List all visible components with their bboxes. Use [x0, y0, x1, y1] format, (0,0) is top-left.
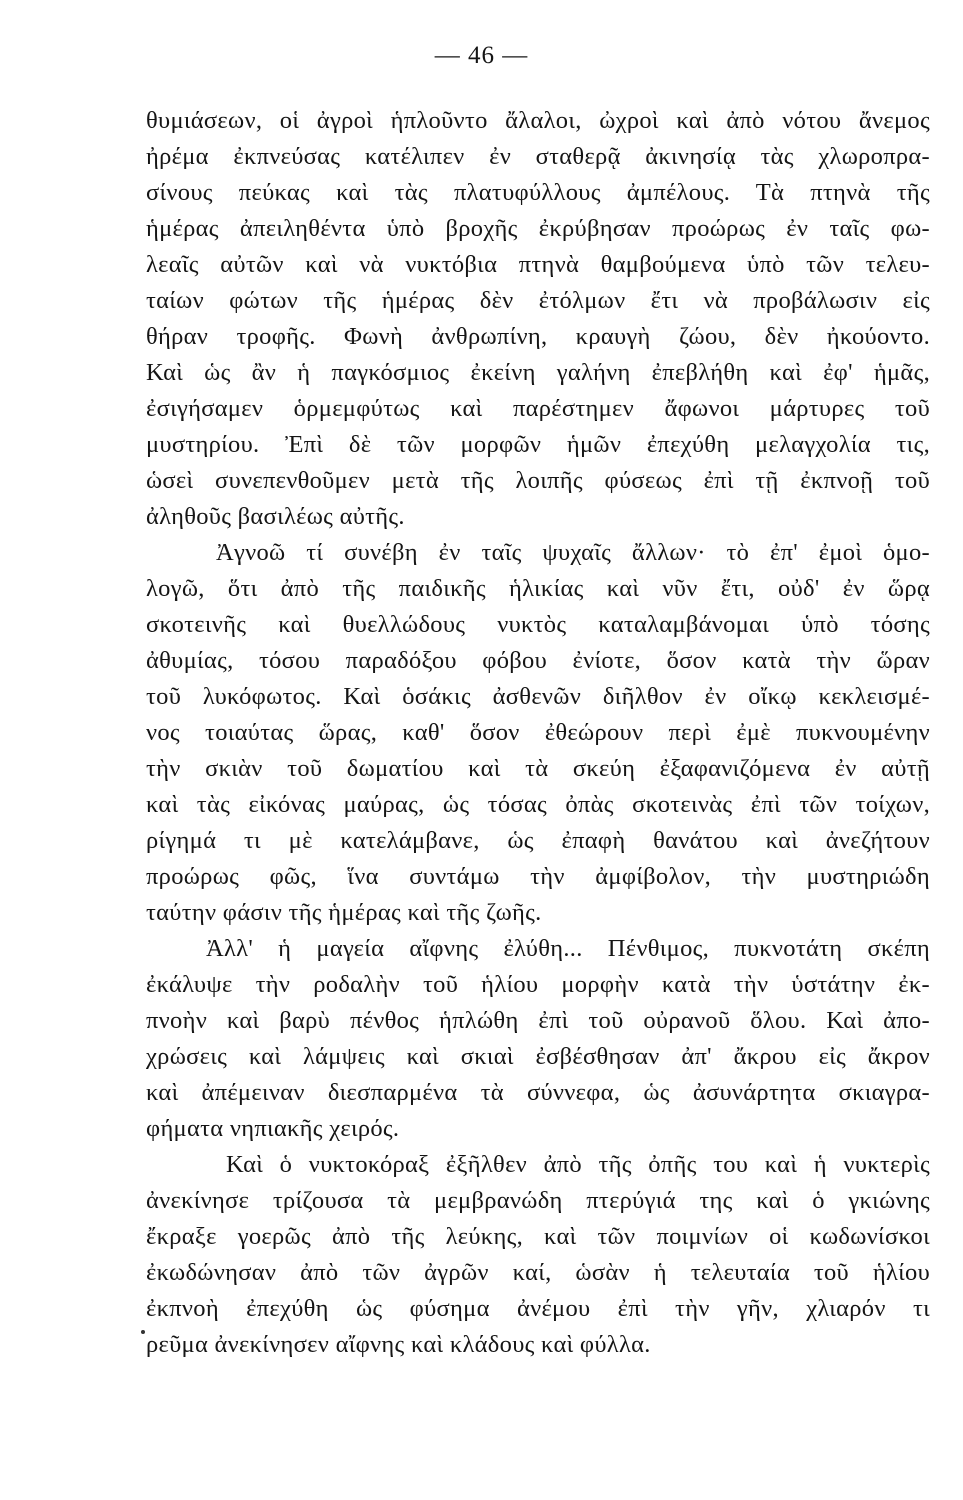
text-line: χρώσεις καὶ λάμψεις καὶ σκιαὶ ἐσβέσθησαν ἀπ' ἄκρου εἰς ἄκρον: [146, 1043, 930, 1070]
page-number: — 46 —: [434, 42, 529, 69]
text-line: ἐσιγήσαμεν ὁρμεμφύτως καὶ παρέστημεν ἄφωνοι μάρτυρες τοῦ: [146, 395, 930, 422]
text-line: ὡσεὶ συνεπενθοῦμεν μετὰ τῆς λοιπῆς φύσεως ἐπὶ τῇ ἐκπνοῇ τοῦ: [146, 467, 930, 494]
text-line: ἀνεκίνησε τρίζουσα τὰ μεμβρανώδη πτερύγιά της καὶ ὁ γκιώνης: [146, 1187, 930, 1214]
text-line: τοῦ λυκόφωτος. Καὶ ὁσάκις ἀσθενῶν διῆλθον ἐν οἴκῳ κεκλεισμέ-: [146, 683, 930, 710]
paragraph-start-line: Καὶ ὁ νυκτοκόραξ ἐξῆλθεν ἀπὸ τῆς ὀπῆς του καὶ ἡ νυκτερὶς: [226, 1151, 930, 1178]
text-line: σκοτεινῆς καὶ θυελλώδους νυκτὸς καταλαμβάνομαι ὑπὸ τόσης: [146, 611, 930, 638]
paragraph-end-line: ρεῦμα ἀνεκίνησεν αἴφνης καὶ κλάδους καὶ φύλλα.: [146, 1331, 651, 1358]
text-line: λεαῖς αὐτῶν καὶ νὰ νυκτόβια πτηνὰ θαμβούμενα ὑπὸ τῶν τελευ-: [146, 251, 930, 278]
text-line: λογῶ, ὅτι ἀπὸ τῆς παιδικῆς ἡλικίας καὶ νῦν ἔτι, οὐδ' ἐν ὥρᾳ: [146, 575, 930, 602]
text-line: προώρως φῶς, ἵνα συντάμω τὴν ἀμφίβολον, τὴν μυστηριώδη: [146, 863, 930, 890]
text-line: σίνους πεύκας καὶ τὰς πλατυφύλλους ἀμπέλους. Τὰ πτηνὰ τῆς: [146, 179, 930, 206]
ink-speck: [141, 1330, 145, 1334]
paragraph-end-line: ἀληθοῦς βασιλέως αὐτῆς.: [146, 503, 405, 530]
text-line: ἐκωδώνησαν ἀπὸ τῶν ἀγρῶν καί, ὡσὰν ἡ τελευταία τοῦ ἡλίου: [146, 1259, 930, 1286]
text-line: ἔκραξε γοερῶς ἀπὸ τῆς λεύκης, καὶ τῶν ποιμνίων οἱ κωδωνίσκοι: [146, 1223, 930, 1250]
text-line: ρίγημά τι μὲ κατελάμβανε, ὡς ἐπαφὴ θανάτου καὶ ἀνεζήτουν: [146, 827, 930, 854]
paragraph-start-line: Ἀλλ' ἡ μαγεία αἴφνης ἐλύθη... Πένθιμος, πυκνοτάτη σκέπη: [206, 935, 930, 962]
text-line: καὶ τὰς εἰκόνας μαύρας, ὡς τόσας ὀπὰς σκοτεινὰς ἐπὶ τῶν τοίχων,: [146, 791, 930, 818]
text-line: ἠρέμα ἐκπνεύσας κατέλιπεν ἐν σταθερᾷ ἀκινησίᾳ τὰς χλωροπρα-: [146, 143, 930, 170]
paragraph-end-line: φήματα νηπιακῆς χειρός.: [146, 1115, 400, 1142]
text-line: θυμιάσεων, οἱ ἀγροὶ ἡπλοῦντο ἄλαλοι, ὠχροὶ καὶ ἀπὸ νότου ἄνεμος: [146, 107, 930, 134]
text-line: ἡμέρας ἀπειληθέντα ὑπὸ βροχῆς ἐκρύβησαν προώρως ἐν ταῖς φω-: [146, 215, 930, 242]
text-line: μυστηρίου. Ἐπὶ δὲ τῶν μορφῶν ἡμῶν ἐπεχύθη μελαγχολία τις,: [146, 431, 930, 458]
text-line: ἐκάλυψε τὴν ροδαλὴν τοῦ ἡλίου μορφὴν κατὰ τὴν ὑστάτην ἐκ-: [146, 971, 930, 998]
text-line: ταίων φώτων τῆς ἡμέρας δὲν ἐτόλμων ἔτι νὰ προβάλωσιν εἰς: [146, 287, 930, 314]
text-line: νος τοιαύτας ὥρας, καθ' ὅσον ἐθεώρουν περὶ ἐμὲ πυκνουμένην: [146, 719, 930, 746]
text-line: ἀθυμίας, τόσου παραδόξου φόβου ἐνίοτε, ὅσον κατὰ τὴν ὥραν: [146, 647, 930, 674]
paragraph-end-line: ταύτην φάσιν τῆς ἡμέρας καὶ τῆς ζωῆς.: [146, 899, 542, 926]
text-line: καὶ ἀπέμειναν διεσπαρμένα τὰ σύννεφα, ὡς ἀσυνάρτητα σκιαγρα-: [146, 1079, 930, 1106]
text-line: θήραν τροφῆς. Φωνὴ ἀνθρωπίνη, κραυγὴ ζώου, δὲν ἠκούοντο.: [146, 323, 930, 350]
text-line: πνοὴν καὶ βαρὺ πένθος ἡπλώθη ἐπὶ τοῦ οὐρανοῦ ὅλου. Καὶ ἀπο-: [146, 1007, 930, 1034]
text-line: ἐκπνοὴ ἐπεχύθη ὡς φύσημα ἀνέμου ἐπὶ τὴν γῆν, χλιαρόν τι: [146, 1295, 930, 1322]
text-line: τὴν σκιὰν τοῦ δωματίου καὶ τὰ σκεύη ἐξαφανιζόμενα ἐν αὐτῇ: [146, 755, 930, 782]
text-line: Καὶ ὡς ἂν ἡ παγκόσμιος ἐκείνη γαλήνη ἐπεβλήθη καὶ ἐφ' ἡμᾶς,: [146, 359, 930, 386]
paragraph-start-line: Ἀγνοῶ τί συνέβη ἐν ταῖς ψυχαῖς ἄλλων· τὸ ἐπ' ἐμοὶ ὁμο-: [216, 539, 930, 566]
